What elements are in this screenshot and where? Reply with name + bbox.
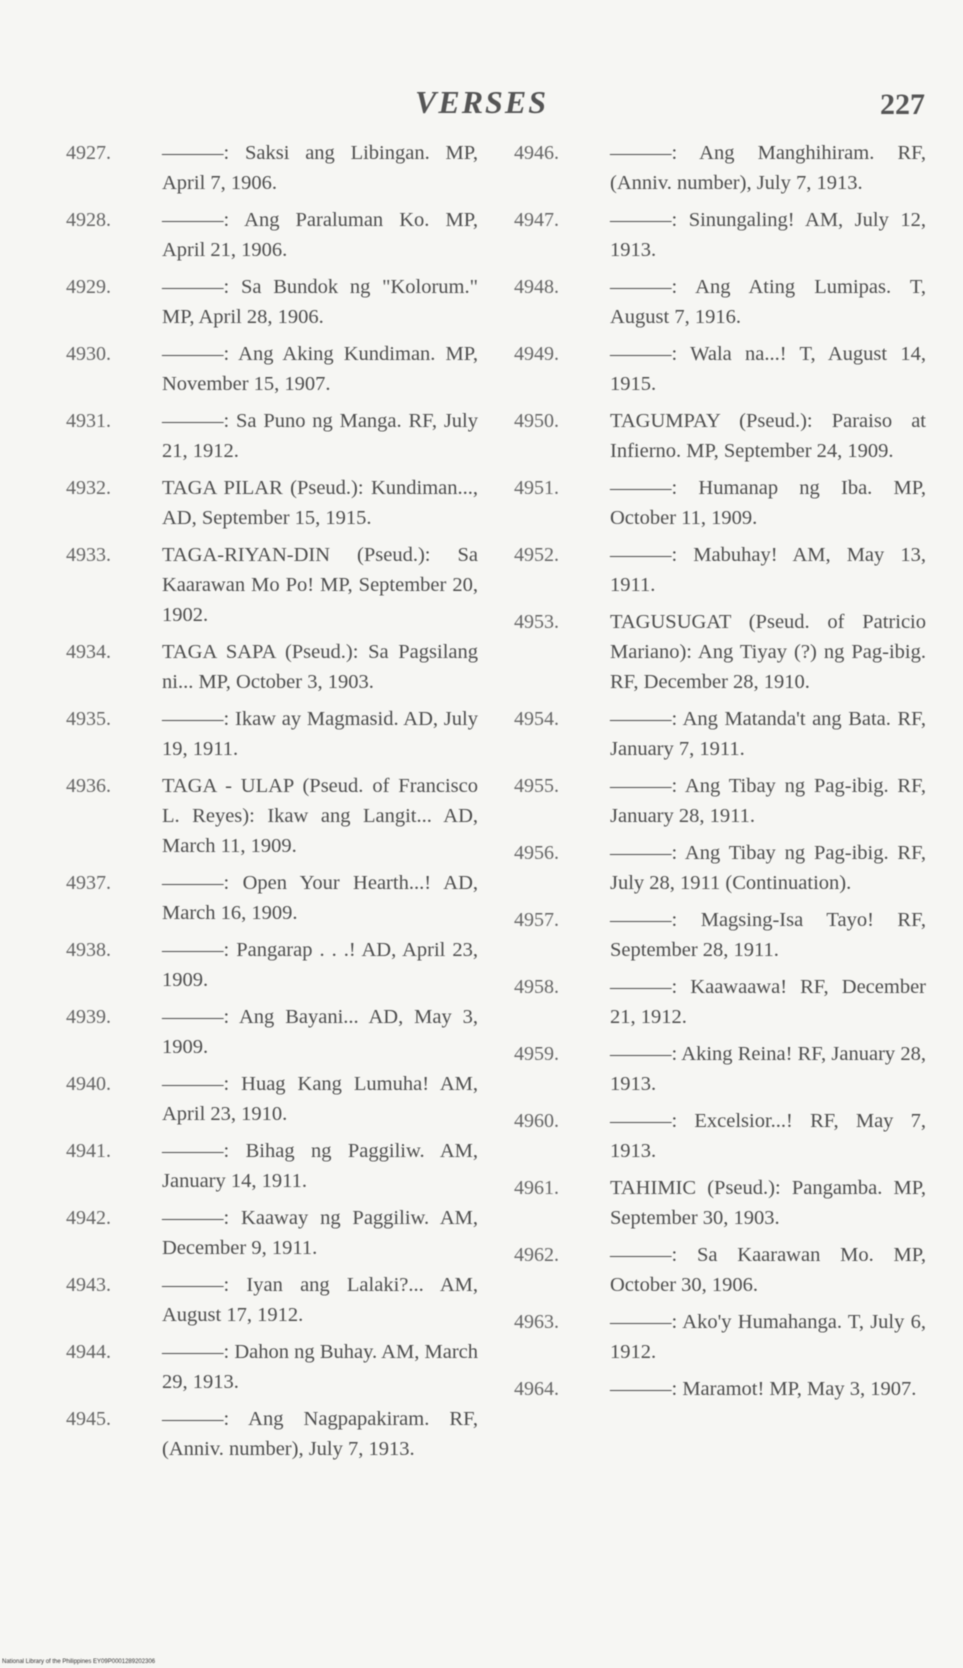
entry-number: 4958. <box>514 976 559 998</box>
entry-number: 4928. <box>66 209 111 231</box>
entry-number: 4957. <box>514 909 559 931</box>
footer-watermark: National Library of the Philippines EY09P0001289202306 <box>2 1659 156 1665</box>
entry-text: ———: Ang Aking Kundiman. MP, November 15, 1907. <box>162 343 478 395</box>
entry-number: 4932. <box>66 477 111 499</box>
entry-number: 4963. <box>514 1311 559 1333</box>
page-number: 227 <box>880 88 925 121</box>
entry-text: ———: Mabuhay! AM, May 13, 1911. <box>610 544 926 596</box>
entry-number: 4933. <box>66 544 111 566</box>
entry-text: ———: Dahon ng Buhay. AM, March 29, 1913. <box>162 1341 478 1393</box>
bibliography-entry <box>514 473 926 533</box>
entry-number: 4959. <box>514 1043 559 1065</box>
bibliography-entry <box>514 1374 926 1404</box>
bibliography-entry <box>514 1039 926 1099</box>
entry-text: ———: Sa Puno ng Manga. RF, July 21, 1912. <box>162 410 478 462</box>
entry-number: 4945. <box>66 1408 111 1430</box>
entry-text: ———: Iyan ang Lalaki?... AM, August 17, 1912. <box>162 1274 478 1326</box>
bibliography-entry <box>514 138 926 198</box>
entry-text: TAGA-RIYAN-DIN (Pseud.): Sa Kaarawan Mo Po! MP, September 20, 1902. <box>162 544 478 626</box>
entry-text: ———: Kaaway ng Paggiliw. AM, December 9, 1911. <box>162 1207 478 1259</box>
entry-text: TAGA - ULAP (Pseud. of Francisco L. Reyes): Ikaw ang Langit... AD, March 11, 1909. <box>162 775 478 857</box>
running-header-title: VERSES <box>415 84 548 120</box>
entry-text: ———: Ang Paraluman Ko. MP, April 21, 1906. <box>162 209 478 261</box>
entry-number: 4943. <box>66 1274 111 1296</box>
bibliography-entry <box>66 1069 478 1129</box>
entry-text: ———: Sa Bundok ng "Kolorum." MP, April 28, 1906. <box>162 276 478 328</box>
bibliography-entry <box>514 205 926 265</box>
entry-number: 4952. <box>514 544 559 566</box>
entry-number: 4954. <box>514 708 559 730</box>
entry-number: 4940. <box>66 1073 111 1095</box>
entry-text: ———: Ang Nagpapakiram. RF, (Anniv. number), July 7, 1913. <box>162 1408 478 1460</box>
bibliography-entry <box>66 1203 478 1263</box>
entry-number: 4948. <box>514 276 559 298</box>
bibliography-entry <box>66 1136 478 1196</box>
entry-text: ———: Ikaw ay Magmasid. AD, July 19, 1911. <box>162 708 478 760</box>
entry-text: TAGUMPAY (Pseud.): Paraiso at Infierno. MP, September 24, 1909. <box>610 410 926 462</box>
entry-number: 4939. <box>66 1006 111 1028</box>
entry-text: ———: Huag Kang Lumuha! AM, April 23, 1910. <box>162 1073 478 1125</box>
entry-text: ———: Kaawaawa! RF, December 21, 1912. <box>610 976 926 1028</box>
right-column <box>514 138 926 1411</box>
bibliography-entry <box>66 935 478 995</box>
entry-text: ———: Aking Reina! RF, January 28, 1913. <box>610 1043 926 1095</box>
entry-text: TAGA SAPA (Pseud.): Sa Pagsilang ni... MP, October 3, 1903. <box>162 641 478 693</box>
entry-number: 4935. <box>66 708 111 730</box>
entry-number: 4962. <box>514 1244 559 1266</box>
entry-number: 4938. <box>66 939 111 961</box>
entry-number: 4937. <box>66 872 111 894</box>
bibliography-entry <box>514 272 926 332</box>
bibliography-entry <box>514 607 926 697</box>
bibliography-entry <box>66 771 478 861</box>
bibliography-entry <box>514 905 926 965</box>
entry-number: 4941. <box>66 1140 111 1162</box>
entry-number: 4956. <box>514 842 559 864</box>
bibliography-entry <box>66 868 478 928</box>
bibliography-entry <box>66 205 478 265</box>
entry-text: ———: Excelsior...! RF, May 7, 1913. <box>610 1110 926 1162</box>
bibliography-entry <box>66 1337 478 1397</box>
entry-text: ———: Sinungaling! AM, July 12, 1913. <box>610 209 926 261</box>
entry-number: 4942. <box>66 1207 111 1229</box>
bibliography-entry <box>66 138 478 198</box>
entry-number: 4960. <box>514 1110 559 1132</box>
entry-text: ———: Ang Ating Lumipas. T, August 7, 1916. <box>610 276 926 328</box>
entry-text: TAHIMIC (Pseud.): Pangamba. MP, September 30, 1903. <box>610 1177 926 1229</box>
bibliography-entry <box>66 540 478 630</box>
entry-number: 4936. <box>66 775 111 797</box>
bibliography-entry <box>514 838 926 898</box>
bibliography-entry <box>66 637 478 697</box>
entry-number: 4947. <box>514 209 559 231</box>
bibliography-entry <box>66 272 478 332</box>
bibliography-entry <box>514 1240 926 1300</box>
bibliography-entry <box>514 771 926 831</box>
entry-text: ———: Saksi ang Libingan. MP, April 7, 1906. <box>162 142 478 194</box>
entry-number: 4946. <box>514 142 559 164</box>
entry-text: ———: Ang Manghihiram. RF, (Anniv. number), July 7, 1913. <box>610 142 926 194</box>
entry-text: TAGUSUGAT (Pseud. of Patricio Mariano): Ang Tiyay (?) ng Pag-ibig. RF, December 28, 1910. <box>610 611 926 693</box>
bibliography-entry <box>66 1404 478 1464</box>
entry-number: 4955. <box>514 775 559 797</box>
bibliography-entry <box>514 1307 926 1367</box>
entry-text: ———: Ang Bayani... AD, May 3, 1909. <box>162 1006 478 1058</box>
entry-number: 4949. <box>514 343 559 365</box>
entry-text: ———: Bihag ng Paggiliw. AM, January 14, 1911. <box>162 1140 478 1192</box>
bibliography-entry <box>66 339 478 399</box>
entry-number: 4929. <box>66 276 111 298</box>
entry-text: ———: Wala na...! T, August 14, 1915. <box>610 343 926 395</box>
entry-text: ———: Sa Kaarawan Mo. MP, October 30, 1906. <box>610 1244 926 1296</box>
entry-text: ———: Ang Tibay ng Pag-ibig. RF, January 28, 1911. <box>610 775 926 827</box>
bibliography-entry <box>66 1002 478 1062</box>
entry-text: ———: Maramot! MP, May 3, 1907. <box>610 1378 917 1400</box>
bibliography-entry <box>66 704 478 764</box>
entry-number: 4964. <box>514 1378 559 1400</box>
entry-text: TAGA PILAR (Pseud.): Kundiman..., AD, September 15, 1915. <box>162 477 478 529</box>
entry-text: ———: Humanap ng Iba. MP, October 11, 1909. <box>610 477 926 529</box>
bibliography-entry <box>514 1173 926 1233</box>
entry-number: 4931. <box>66 410 111 432</box>
entry-number: 4961. <box>514 1177 559 1199</box>
entry-text: ———: Ako'y Humahanga. T, July 6, 1912. <box>610 1311 926 1363</box>
entry-number: 4930. <box>66 343 111 365</box>
entry-text: ———: Open Your Hearth...! AD, March 16, 1909. <box>162 872 478 924</box>
bibliography-entry <box>514 1106 926 1166</box>
entry-number: 4927. <box>66 142 111 164</box>
bibliography-entry <box>514 339 926 399</box>
entry-text: ———: Ang Tibay ng Pag-ibig. RF, July 28, 1911 (Continuation). <box>610 842 926 894</box>
left-column <box>66 138 478 1471</box>
bibliography-entry <box>514 704 926 764</box>
entry-text: ———: Pangarap . . .! AD, April 23, 1909. <box>162 939 478 991</box>
bibliography-entry <box>66 406 478 466</box>
bibliography-entry <box>514 540 926 600</box>
entry-text: ———: Magsing-Isa Tayo! RF, September 28, 1911. <box>610 909 926 961</box>
entry-text: ———: Ang Matanda't ang Bata. RF, January 7, 1911. <box>610 708 926 760</box>
bibliography-entry <box>514 406 926 466</box>
entry-number: 4944. <box>66 1341 111 1363</box>
entry-number: 4950. <box>514 410 559 432</box>
bibliography-entry <box>66 473 478 533</box>
entry-number: 4953. <box>514 611 559 633</box>
bibliography-entry <box>66 1270 478 1330</box>
bibliography-entry <box>514 972 926 1032</box>
entry-number: 4934. <box>66 641 111 663</box>
entry-number: 4951. <box>514 477 559 499</box>
